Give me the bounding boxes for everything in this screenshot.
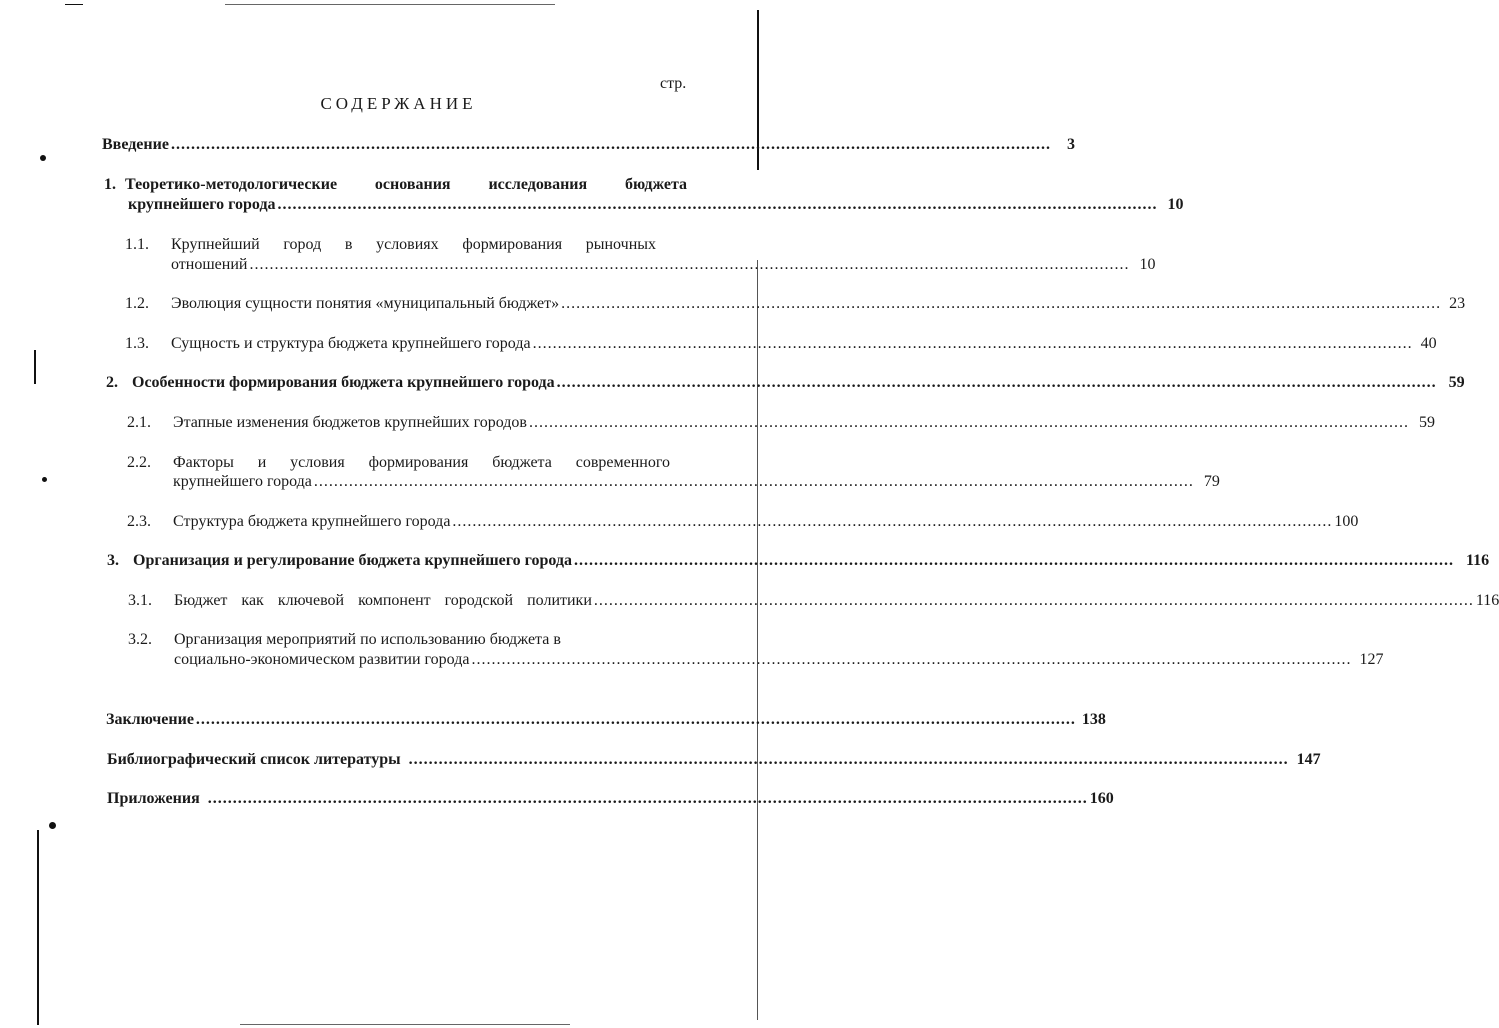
scan-edge-mark-left [34,350,36,384]
toc-chapter-3[interactable] [133,551,1490,571]
leader-dots: ................................................................................................................................................................................ [561,295,1442,312]
toc-entry-title: Заключение [106,711,194,728]
toc-entry-title: Бюджет как ключевой компонент городской политики [174,592,592,609]
section-number: 2.3. [127,513,151,530]
toc-section-2-2-line1[interactable]: Факторы и условия формирования бюджета современного [173,454,670,471]
toc-section-3-2-line2[interactable] [174,650,1384,670]
toc-entry-page: 23 [1449,295,1466,312]
toc-entry-title: Приложения [107,790,200,807]
toc-entry-title: Эволюция сущности понятия «муниципальный бюджет» [171,295,560,312]
section-number: 3.1. [128,592,152,609]
section-number: 3.2. [128,631,152,648]
toc-entry-bibliography[interactable] [107,750,1321,770]
scan-dot [49,822,56,829]
toc-entry-page: 10 [1139,256,1156,273]
toc-section-3-1[interactable] [174,591,1499,611]
toc-entry-page: 116 [1466,552,1490,569]
toc-entry-page: 59 [1448,374,1465,391]
leader-dots: ................................................................................................................................................................................ [170,136,1051,153]
toc-entry-title: Этапные изменения бюджетов крупнейших городов [173,414,527,431]
scan-dot [42,477,47,482]
leader-dots: ................................................................................................................................................................................ [452,513,1333,530]
toc-entry-page: 79 [1203,473,1220,490]
toc-entry-page: 59 [1418,414,1435,431]
toc-entry-title: Введение [102,136,169,153]
leader-dots: ................................................................................................................................................................................ [471,651,1352,668]
toc-entry-page: 147 [1296,751,1321,768]
leader-dots: ................................................................................................................................................................................ [528,414,1409,431]
toc-entry-conclusion[interactable] [106,710,1106,730]
scan-bottom-rule [240,1024,570,1025]
toc-entry-title: Особенности формирования бюджета крупнейшего города [132,374,555,391]
leader-dots: ................................................................................................................................................................................ [574,552,1455,569]
section-number: 1.2. [125,295,149,312]
toc-entry-title: социально-экономическом развитии города [174,651,470,668]
toc-chapter-2[interactable] [132,373,1465,393]
toc-section-3-2-line1[interactable]: Организация мероприятий по использованию бюджета в [174,631,561,648]
toc-entry-title: Библиографический список литературы [107,751,401,768]
toc-entry-page: 160 [1089,790,1114,807]
chapter-number: 1. [104,176,116,193]
leader-dots: ................................................................................................................................................................................ [195,711,1076,728]
toc-entry-title: Организация и регулирование бюджета крупнейшего города [133,552,573,569]
scan-top-rule [225,4,555,5]
toc-section-2-3[interactable] [173,512,1359,532]
leader-dots: ................................................................................................................................................................................ [277,196,1158,213]
scan-edge-line-left [37,830,39,1025]
leader-dots: ................................................................................................................................................................................ [313,473,1194,490]
leader-dots: ................................................................................................................................................................................ [556,374,1437,391]
leader-dots: ................................................................................................................................................................................ [532,335,1413,352]
toc-entry-title: крупнейшего города [128,196,276,213]
toc-entry-title: Структура бюджета крупнейшего города [173,513,451,530]
toc-section-1-1-line2[interactable] [171,255,1156,275]
toc-section-1-3[interactable] [171,334,1437,354]
chapter-number: 2. [106,374,118,391]
toc-chapter-1-line1[interactable]: Теоретико-методологические основания исследования бюджета [125,176,687,193]
toc-chapter-1-line2[interactable] [128,195,1184,215]
page-title: СОДЕРЖАНИЕ [320,94,477,113]
toc-entry-title: Сущность и структура бюджета крупнейшего города [171,335,531,352]
leader-dots: ................................................................................................................................................................................ [249,256,1130,273]
toc-entry-title: отношений [171,256,248,273]
page-column-label: стр. [660,75,687,92]
toc-entry-appendix[interactable] [107,789,1114,809]
toc-entry-title: крупнейшего города [173,473,312,490]
section-number: 1.1. [125,236,149,253]
toc-entry-page: 116 [1475,592,1499,609]
toc-entry-page: 138 [1081,711,1106,728]
toc-section-2-2-line2[interactable] [173,472,1220,492]
toc-section-2-1[interactable] [173,413,1435,433]
section-number: 1.3. [125,335,149,352]
toc-entry-page: 40 [1420,335,1437,352]
section-number: 2.1. [127,414,151,431]
toc-entry-page: 3 [1066,136,1075,153]
toc-section-1-2[interactable] [171,294,1466,314]
leader-dots: ................................................................................................................................................................................ [207,790,1088,807]
scan-top-rule-left [65,4,83,5]
toc-entry-introduction[interactable] [102,135,1075,155]
leader-dots: ................................................................................................................................................................................ [408,751,1289,768]
leader-dots: ................................................................................................................................................................................ [593,592,1474,609]
toc-entry-page: 127 [1359,651,1384,668]
toc-entry-page: 100 [1334,513,1359,530]
toc-section-1-1-line1[interactable]: Крупнейший город в условиях формирования рыночных [171,236,656,253]
scan-dot [40,155,46,161]
chapter-number: 3. [107,552,119,569]
section-number: 2.2. [127,454,151,471]
toc-entry-page: 10 [1167,196,1184,213]
